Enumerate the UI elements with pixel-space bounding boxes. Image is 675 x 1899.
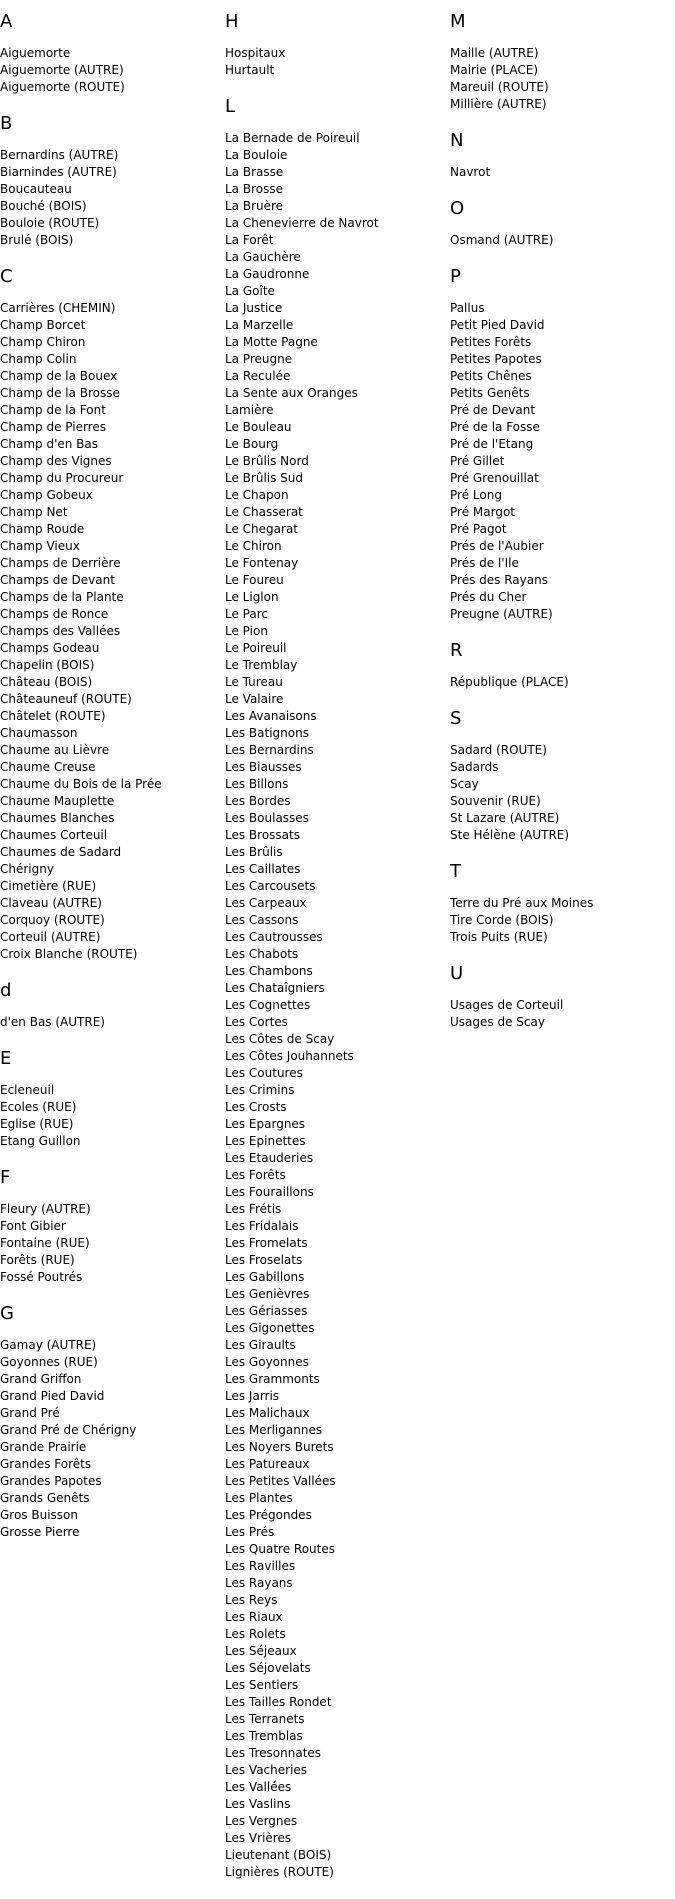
letter-group	[450, 12, 670, 113]
street-name: Le Tremblay	[225, 658, 298, 672]
letter-group	[0, 267, 220, 963]
street-name: Biarnindes (AUTRE)	[0, 165, 117, 179]
street-name: La Brosse	[225, 182, 283, 196]
street-name: Les Chambons	[225, 964, 313, 978]
street-list	[450, 300, 670, 623]
street-name: Les Rolets	[225, 1627, 286, 1641]
letter-group	[450, 641, 670, 691]
street-name: Corquoy (ROUTE)	[0, 913, 105, 927]
street-name: La Justice	[225, 301, 283, 315]
street-name: Les Chataîgniers	[225, 981, 325, 995]
street-name: Pré Long	[450, 488, 502, 502]
street-name: Les Caillates	[225, 862, 301, 876]
street-name: Gros Buisson	[0, 1508, 78, 1522]
street-name: Le Tureau	[225, 675, 283, 689]
street-name: Chaume du Bois de la Prée	[0, 777, 162, 791]
street-name: Bouloie (ROUTE)	[0, 216, 100, 230]
street-name: Petites Papotes	[450, 352, 542, 366]
street-name: Les Bordes	[225, 794, 291, 808]
street-name: Champ Borcet	[0, 318, 86, 332]
street-name: Hospitaux	[225, 46, 286, 60]
street-name: Le Pion	[225, 624, 268, 638]
street-name: La Bernade de Poireuil	[225, 131, 360, 145]
letter-group	[450, 131, 670, 181]
letter-heading: B	[0, 113, 13, 134]
street-name: Les Etauderies	[225, 1151, 314, 1165]
street-name: Champs Godeau	[0, 641, 100, 655]
street-name: Chaume au Lièvre	[0, 743, 110, 757]
street-name: Les Cassons	[225, 913, 299, 927]
street-name: Grands Genêts	[0, 1491, 90, 1505]
street-name: Les Cognettes	[225, 998, 311, 1012]
street-name: La Motte Pagne	[225, 335, 318, 349]
street-name: Prés du Cher	[450, 590, 527, 604]
street-name: Les Tresonnates	[225, 1746, 322, 1760]
street-name: Le Parc	[225, 607, 268, 621]
street-name: Petit Pied David	[450, 318, 545, 332]
street-name: Les Fromelats	[225, 1236, 308, 1250]
index-column	[225, 12, 445, 1899]
letter-heading: O	[450, 198, 465, 219]
street-name: St Lazare (AUTRE)	[450, 811, 560, 825]
letter-heading: U	[450, 963, 464, 984]
street-name: Les Crosts	[225, 1100, 287, 1114]
letter-group	[450, 709, 670, 844]
street-name: La Preugne	[225, 352, 293, 366]
street-name: Les Batignons	[225, 726, 309, 740]
street-name: Les Petites Vallées	[225, 1474, 336, 1488]
street-name: Chaumes Blanches	[0, 811, 115, 825]
street-name: Chérigny	[0, 862, 54, 876]
index-column	[0, 12, 220, 1559]
street-name: Grand Pré de Chérigny	[0, 1423, 137, 1437]
street-name: Champs de Devant	[0, 573, 115, 587]
street-name: Eglise (RUE)	[0, 1117, 74, 1131]
street-name: Grosse Pierre	[0, 1525, 80, 1539]
street-name: La Chenevierre de Navrot	[225, 216, 379, 230]
street-name: Pré Pagot	[450, 522, 507, 536]
letter-heading: F	[0, 1167, 11, 1188]
street-name: Château (BOIS)	[0, 675, 93, 689]
street-name: Les Goyonnes	[225, 1355, 309, 1369]
letter-heading: H	[225, 11, 239, 32]
street-name: Champs des Vallées	[0, 624, 121, 638]
street-name: Hurtault	[225, 63, 275, 77]
street-name: Les Brossats	[225, 828, 300, 842]
street-name: Chaumes Corteuil	[0, 828, 108, 842]
street-name: Aiguemorte (ROUTE)	[0, 80, 125, 94]
street-name: Petits Chênes	[450, 369, 532, 383]
letter-heading: S	[450, 708, 462, 729]
street-name: La Bouloie	[225, 148, 288, 162]
letter-heading: C	[0, 266, 13, 287]
street-name: Osmand (AUTRE)	[450, 233, 554, 247]
street-name: Le Brûlis Sud	[225, 471, 304, 485]
street-name: Les Gigonettes	[225, 1321, 315, 1335]
street-name: Les Frétis	[225, 1202, 282, 1216]
street-name: Les Plantes	[225, 1491, 293, 1505]
street-name: Les Quatre Routes	[225, 1542, 335, 1556]
street-name: Les Ravilles	[225, 1559, 296, 1573]
street-name: République (PLACE)	[450, 675, 569, 689]
street-name: Les Vergnes	[225, 1814, 298, 1828]
letter-group	[0, 1049, 220, 1150]
index-column	[450, 12, 670, 1049]
street-name: Grand Pied David	[0, 1389, 105, 1403]
street-name: Les Biausses	[225, 760, 302, 774]
street-name: Boucauteau	[0, 182, 72, 196]
street-name: Grand Pré	[0, 1406, 60, 1420]
street-name: Les Prés	[225, 1525, 275, 1539]
street-name: Chaumes de Sadard	[0, 845, 122, 859]
street-name: Lignières (ROUTE)	[225, 1865, 334, 1879]
street-name: Pré Grenouillat	[450, 471, 539, 485]
street-list	[450, 742, 670, 844]
street-name: Font Gibier	[0, 1219, 66, 1233]
street-name: Châteauneuf (ROUTE)	[0, 692, 132, 706]
street-name: Les Coutures	[225, 1066, 303, 1080]
street-name: Bouché (BOIS)	[0, 199, 87, 213]
street-name: Les Prégondes	[225, 1508, 312, 1522]
letter-heading: E	[0, 1048, 12, 1069]
street-list	[0, 300, 220, 963]
letter-heading: M	[450, 11, 466, 32]
street-list	[0, 1082, 220, 1150]
street-name: Le Poireuil	[225, 641, 287, 655]
street-name: Les Gériasses	[225, 1304, 308, 1318]
letter-group	[0, 981, 220, 1031]
street-name: Pré Gillet	[450, 454, 505, 468]
street-name: Prés des Rayans	[450, 573, 548, 587]
street-name: Les Cortes	[225, 1015, 288, 1029]
street-name: La Gauchère	[225, 250, 301, 264]
street-name: Champ de la Bouex	[0, 369, 118, 383]
letter-heading: d	[0, 980, 12, 1001]
street-name: Aiguemorte (AUTRE)	[0, 63, 124, 77]
street-name: Ste Hélène (AUTRE)	[450, 828, 570, 842]
street-name: Les Malichaux	[225, 1406, 310, 1420]
street-name: Ecleneuil	[0, 1083, 55, 1097]
street-name: Sadards	[450, 760, 499, 774]
street-name: Champ de Pierres	[0, 420, 106, 434]
letter-group	[450, 862, 670, 946]
street-name: Les Forêts	[225, 1168, 286, 1182]
street-name: La Bruère	[225, 199, 284, 213]
street-name: Champs de Ronce	[0, 607, 109, 621]
street-name: Les Vrières	[225, 1831, 292, 1845]
street-list	[0, 1014, 220, 1031]
street-name: Chaume Mauplette	[0, 794, 115, 808]
street-name: Les Patureaux	[225, 1457, 310, 1471]
street-name: Champs de la Plante	[0, 590, 124, 604]
street-name: La Goîte	[225, 284, 275, 298]
street-name: Champ Vieux	[0, 539, 80, 553]
letter-heading: N	[450, 130, 464, 151]
street-name: Les Noyers Burets	[225, 1440, 334, 1454]
letter-group	[0, 1168, 220, 1286]
street-name: Sadard (ROUTE)	[450, 743, 547, 757]
street-list	[0, 1337, 220, 1541]
street-name: Les Bernardins	[225, 743, 314, 757]
street-name: Cimetière (RUE)	[0, 879, 97, 893]
street-name: Terre du Pré aux Moines	[450, 896, 594, 910]
street-name: Souvenir (RUE)	[450, 794, 541, 808]
street-name: Usages de Scay	[450, 1015, 545, 1029]
letter-group	[225, 12, 445, 79]
street-list	[0, 147, 220, 249]
street-name: Champ Gobeux	[0, 488, 93, 502]
street-name: Goyonnes (RUE)	[0, 1355, 98, 1369]
street-name: Pré de Devant	[450, 403, 536, 417]
street-name: Grandes Papotes	[0, 1474, 102, 1488]
street-name: Les Giraults	[225, 1338, 296, 1352]
street-name: Petits Genêts	[450, 386, 530, 400]
street-name: Les Tremblas	[225, 1729, 303, 1743]
street-name: Usages de Corteuil	[450, 998, 564, 1012]
street-name: La Marzelle	[225, 318, 294, 332]
street-name: Les Jarris	[225, 1389, 280, 1403]
street-name: Les Vaslins	[225, 1797, 291, 1811]
street-name: Pré Margot	[450, 505, 515, 519]
street-name: Les Séjeaux	[225, 1644, 297, 1658]
letter-group	[450, 964, 670, 1031]
street-list	[450, 164, 670, 181]
street-name: Le Liglon	[225, 590, 279, 604]
street-name: Champ des Vignes	[0, 454, 112, 468]
street-name: Fossé Poutrés	[0, 1270, 83, 1284]
street-name: Le Chegarat	[225, 522, 299, 536]
street-list	[0, 1201, 220, 1286]
street-name: Champ Roude	[0, 522, 85, 536]
street-name: Chapelin (BOIS)	[0, 658, 95, 672]
street-name: Mairie (PLACE)	[450, 63, 539, 77]
letter-heading: P	[450, 266, 461, 287]
street-list	[450, 674, 670, 691]
street-name: Les Carpeaux	[225, 896, 307, 910]
street-name: Claveau (AUTRE)	[0, 896, 102, 910]
street-name: Tire Corde (BOIS)	[450, 913, 554, 927]
street-name: Les Séjovelats	[225, 1661, 311, 1675]
street-name: Les Epinettes	[225, 1134, 306, 1148]
letter-group	[0, 1304, 220, 1541]
street-name: Les Billons	[225, 777, 289, 791]
street-name: Champ de la Brosse	[0, 386, 120, 400]
street-name: Les Sentiers	[225, 1678, 299, 1692]
street-name: Le Valaire	[225, 692, 284, 706]
letter-group	[0, 12, 220, 96]
street-name: Champ du Procureur	[0, 471, 124, 485]
street-name: La Reculée	[225, 369, 291, 383]
street-list	[450, 232, 670, 249]
street-name: Grand Griffon	[0, 1372, 82, 1386]
letter-group	[0, 114, 220, 249]
street-name: Champ Chiron	[0, 335, 86, 349]
street-name: Les Côtes de Scay	[225, 1032, 335, 1046]
street-name: Etang Guillon	[0, 1134, 81, 1148]
street-name: Châtelet (ROUTE)	[0, 709, 106, 723]
street-name: La Sente aux Oranges	[225, 386, 358, 400]
street-name: Les Gabillons	[225, 1270, 305, 1284]
street-name: Les Cautrousses	[225, 930, 323, 944]
street-name: Les Terranets	[225, 1712, 305, 1726]
street-name: Les Grammonts	[225, 1372, 320, 1386]
street-name: Fontaine (RUE)	[0, 1236, 90, 1250]
street-name: Prés de l'Aubier	[450, 539, 544, 553]
street-name: Maille (AUTRE)	[450, 46, 539, 60]
street-name: Les Fridalais	[225, 1219, 299, 1233]
street-name: Carrières (CHEMIN)	[0, 301, 116, 315]
street-name: Le Bouleau	[225, 420, 292, 434]
street-name: Ecoles (RUE)	[0, 1100, 77, 1114]
street-name: Les Vallées	[225, 1780, 292, 1794]
street-name: Les Crimins	[225, 1083, 295, 1097]
street-list	[225, 45, 445, 79]
street-list	[0, 45, 220, 96]
street-name: Le Fontenay	[225, 556, 299, 570]
street-name: Chaumasson	[0, 726, 78, 740]
street-name: Les Genièvres	[225, 1287, 310, 1301]
letter-group	[225, 97, 445, 1881]
street-name: Les Epargnes	[225, 1117, 306, 1131]
street-name: Les Merligannes	[225, 1423, 323, 1437]
street-name: Les Fouraillons	[225, 1185, 314, 1199]
letter-heading: R	[450, 640, 463, 661]
street-name: La Forêt	[225, 233, 274, 247]
street-name: Grandes Forêts	[0, 1457, 92, 1471]
street-name: Millière (AUTRE)	[450, 97, 547, 111]
street-list	[450, 45, 670, 113]
street-name: Croix Blanche (ROUTE)	[0, 947, 138, 961]
letter-group	[450, 267, 670, 623]
letter-group	[450, 199, 670, 249]
street-list	[225, 130, 445, 1881]
street-name: Fleury (AUTRE)	[0, 1202, 91, 1216]
street-name: Champ Net	[0, 505, 68, 519]
letter-heading: A	[0, 11, 13, 32]
street-name: Le Chiron	[225, 539, 282, 553]
street-name: Lamière	[225, 403, 274, 417]
street-name: Preugne (AUTRE)	[450, 607, 553, 621]
street-name: Aiguemorte	[0, 46, 71, 60]
street-name: Pré de l'Etang	[450, 437, 534, 451]
street-name: Les Chabots	[225, 947, 299, 961]
street-name: Lieutenant (BOIS)	[225, 1848, 332, 1862]
street-name: Les Brûlis	[225, 845, 283, 859]
street-name: Scay	[450, 777, 479, 791]
street-name: Mareuil (ROUTE)	[450, 80, 549, 94]
street-name: Les Côtes Jouhannets	[225, 1049, 354, 1063]
street-name: Le Chapon	[225, 488, 289, 502]
street-name: Champs de Derrière	[0, 556, 121, 570]
street-name: Le Foureu	[225, 573, 284, 587]
street-name: Champ Colin	[0, 352, 77, 366]
street-name: Petites Forêts	[450, 335, 532, 349]
street-name: La Brasse	[225, 165, 284, 179]
street-name: Le Bourg	[225, 437, 279, 451]
street-name: Les Rayans	[225, 1576, 293, 1590]
street-name: La Gaudronne	[225, 267, 310, 281]
street-name: Chaume Creuse	[0, 760, 96, 774]
street-name: d'en Bas (AUTRE)	[0, 1015, 105, 1029]
street-name: Forêts (RUE)	[0, 1253, 75, 1267]
street-name: Trois Puits (RUE)	[450, 930, 548, 944]
street-name: Champ d'en Bas	[0, 437, 99, 451]
street-name: Les Tailles Rondet	[225, 1695, 332, 1709]
street-name: Les Avanaisons	[225, 709, 317, 723]
street-name: Prés de l'Ile	[450, 556, 519, 570]
street-name: Bernardins (AUTRE)	[0, 148, 119, 162]
street-name: Grande Prairie	[0, 1440, 87, 1454]
street-name: Les Froselats	[225, 1253, 303, 1267]
street-list	[450, 895, 670, 946]
street-name: Pallus	[450, 301, 485, 315]
street-name: Les Riaux	[225, 1610, 283, 1624]
street-name: Les Reys	[225, 1593, 278, 1607]
street-name: Corteuil (AUTRE)	[0, 930, 101, 944]
street-list	[450, 997, 670, 1031]
street-name: Brulé (BOIS)	[0, 233, 74, 247]
letter-heading: T	[450, 861, 461, 882]
street-name: Les Boulasses	[225, 811, 309, 825]
street-name: Les Carcousets	[225, 879, 316, 893]
letter-heading: G	[0, 1303, 14, 1324]
street-name: Les Vacheries	[225, 1763, 308, 1777]
street-name: Champ de la Font	[0, 403, 106, 417]
street-name: Le Brûlis Nord	[225, 454, 309, 468]
street-name: Pré de la Fosse	[450, 420, 540, 434]
street-name: Gamay (AUTRE)	[0, 1338, 97, 1352]
street-name: Navrot	[450, 165, 491, 179]
street-name: Le Chasserat	[225, 505, 303, 519]
letter-heading: L	[225, 96, 236, 117]
